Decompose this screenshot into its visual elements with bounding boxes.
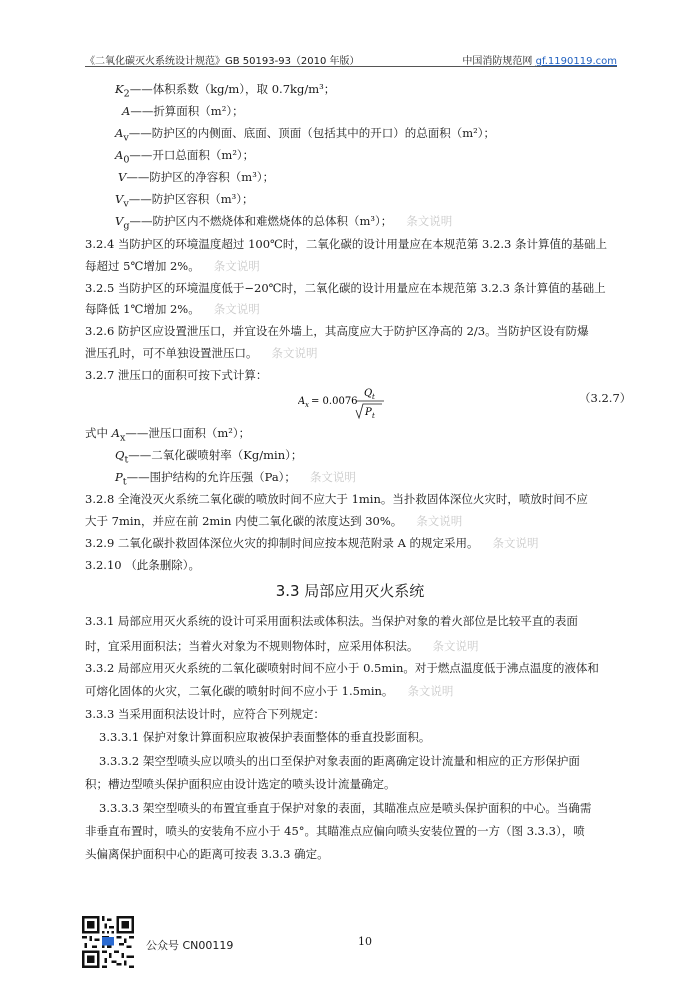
clause-3-2-5-line1: 3.2.5 当防护区的环境温度低于−20℃时，二氧化碳的设计用量应在本规范第 3.2.3 条计算值的基础上 [85, 281, 606, 295]
clause-3-3-1-line2: 时，宜采用面积法；当着火对象为不规则物体时，应采用体积法。 条文说明 [85, 639, 479, 653]
formula-lhs: A [298, 396, 306, 407]
header-site [462, 52, 617, 67]
qr-code-icon[interactable] [82, 916, 134, 968]
clause-3-2-4-line1: 3.2.4 当防护区的环境温度超过 100℃时，二氧化碳的设计用量应在本规范第 3.2.3 条计算值的基础上 [85, 237, 607, 251]
clause-3-3-2-line1: 3.3.2 局部应用灭火系统的二氧化碳喷射时间不应小于 0.5min。对于燃点温度低于沸点温度的液体和 [85, 661, 599, 675]
page-number: 10 [358, 935, 372, 948]
clause-3-2-7: 3.2.7 泄压口的面积可按下式计算： [85, 368, 268, 382]
commentary-link[interactable]: 条文说明 [432, 639, 479, 653]
commentary-link[interactable]: 条文说明 [213, 302, 260, 316]
clause-3-3-2-line2: 可熔化固体的火灾，二氧化碳的喷射时间不应小于 1.5min。 条文说明 [85, 684, 454, 698]
commentary-link[interactable]: 条文说明 [213, 259, 260, 273]
clause-3-2-8-line1: 3.2.8 全淹没灭火系统二氧化碳的喷放时间不应大于 1min。当扑救固体深位火灾时，喷放时间不应 [85, 492, 588, 506]
clause-3-3-3-2-line2: 积；槽边型喷头保护面积应由设计选定的喷头设计流量确定。 [85, 777, 396, 791]
clause-3-3-3-3-line3: 头偏离保护面积中心的距离可按表 3.3.3 确定。 [85, 847, 329, 861]
def-qt: $Q_t——$二氧化碳喷射率（Kg/min）； [115, 448, 303, 466]
formula-lhs-sub: x [305, 401, 309, 409]
formula-coefficient: = 0.0076 [311, 396, 358, 407]
formula-denominator-sub: t [372, 412, 375, 420]
commentary-link[interactable]: 条文说明 [406, 214, 453, 228]
header-site-name: 中国消防规范网 [462, 56, 533, 67]
clause-3-3-3-2-line1: 3.3.3.2 架空型喷头应以喷头的出口至保护对象表面的距离确定设计流量和相应的正方形保护面 [99, 754, 580, 768]
clause-3-2-10: 3.2.10 （此条删除）。 [85, 558, 200, 572]
header-site-link[interactable]: gf.1190119.com [535, 56, 617, 67]
formula-numerator-sub: t [372, 393, 375, 401]
commentary-link[interactable]: 条文说明 [492, 536, 539, 550]
def-vg: $V_g——$防护区内不燃烧体和难燃烧体的总体积（m³）； 条文说明 [115, 214, 453, 232]
def-a: A——折算面积（m²）； [122, 104, 244, 118]
formula-3-2-7 [298, 384, 388, 420]
header-title: 《二氧化碳灭火系统设计规范》GB 50193-93（2010 年版） [85, 56, 360, 67]
commentary-link[interactable]: 条文说明 [416, 514, 463, 528]
clause-3-2-9: 3.2.9 二氧化碳扑救固体深位火灾的抑制时间应按本规范附录 A 的规定采用。 条文说明 [85, 536, 539, 550]
clause-3-3-3: 3.3.3 当采用面积法设计时，应符合下列规定： [85, 707, 325, 721]
wechat-account: 公众号 CN00119 [146, 939, 234, 952]
equation-number: （3.2.7） [579, 391, 632, 405]
def-pt: $P_t——$围护结构的允许压强（Pa）； 条文说明 [115, 470, 356, 488]
page-header [85, 52, 617, 67]
clause-3-2-5-line2: 每降低 1℃增加 2%。 条文说明 [85, 302, 260, 316]
commentary-link[interactable]: 条文说明 [407, 684, 454, 698]
def-ax: 式中 $A_x——$泄压口面积（m²）； [85, 426, 251, 444]
clause-3-3-3-3-line1: 3.3.3.3 架空型喷头的布置宜垂直于保护对象的表面，其瞄准点应是喷头保护面积的中心。当确需 [99, 801, 592, 815]
formula-denominator: P [365, 407, 372, 418]
def-k2: $K_2——$体积系数（kg/m），取 0.7kg/m³； [115, 82, 336, 100]
clause-3-2-6-line2: 泄压孔时，可不单独设置泄压口。 条文说明 [85, 346, 318, 360]
clause-3-2-4-line2: 每超过 5℃增加 2%。 条文说明 [85, 259, 260, 273]
clause-3-2-8-line2: 大于 7min，并应在前 2min 内使二氧化碳的浓度达到 30%。 条文说明 [85, 514, 463, 528]
def-a0: $A_0——$开口总面积（m²）； [115, 148, 255, 166]
commentary-link[interactable]: 条文说明 [271, 346, 318, 360]
clause-3-3-3-3-line2: 非垂直布置时，喷头的安装角不应小于 45°。其瞄准点应偏向喷头安装位置的一方（图 3.3.3），喷 [85, 824, 585, 838]
formula-numerator: Q [364, 388, 373, 399]
def-v: V——防护区的净容积（m³）； [118, 170, 275, 184]
def-vv: $V_v——$防护区容积（m³）； [115, 192, 254, 210]
clause-3-3-1-line1: 3.3.1 局部应用灭火系统的设计可采用面积法或体积法。当保护对象的着火部位是比较平直的表面 [85, 614, 578, 628]
section-heading-3-3: 3.3 局部应用灭火系统 [275, 582, 425, 600]
clause-3-2-6-line1: 3.2.6 防护区应设置泄压口，并宜设在外墙上，其高度应大于防护区净高的 2/3。当防护区设有防爆 [85, 324, 589, 338]
commentary-link[interactable]: 条文说明 [309, 470, 356, 484]
def-av: $A_v——$防护区的内侧面、底面、顶面（包括其中的开口）的总面积（m²）； [115, 126, 495, 144]
clause-3-3-3-1: 3.3.3.1 保护对象计算面积应取被保护表面整体的垂直投影面积。 [99, 730, 431, 744]
